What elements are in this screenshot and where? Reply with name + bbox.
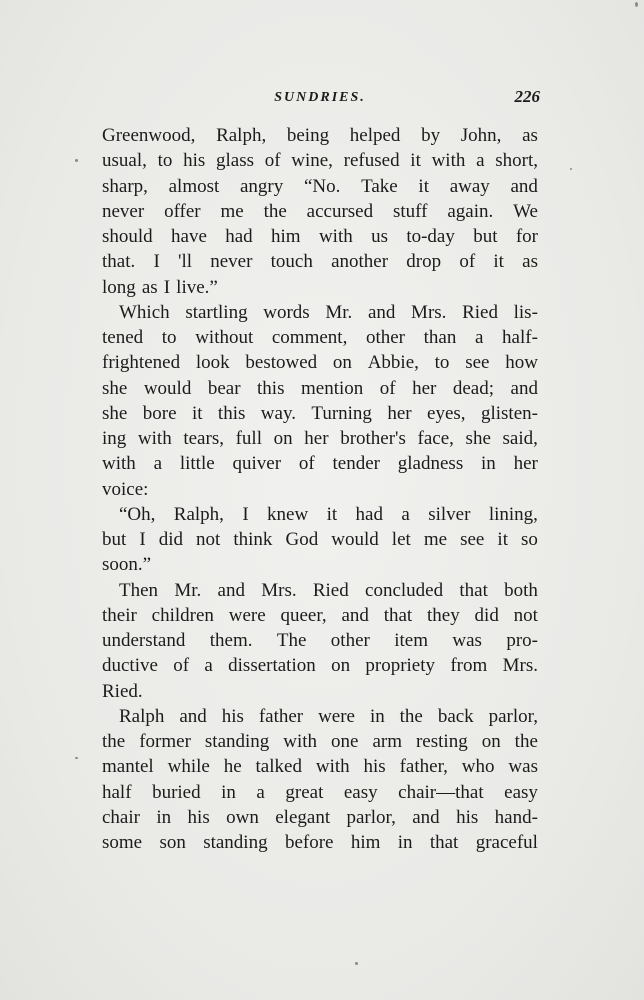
text-line: she would bear this mention of her dead; and xyxy=(102,377,538,399)
text-line: soon.” xyxy=(102,554,152,576)
text-line: Which startling words Mr. and Mrs. Ried lis- xyxy=(119,301,538,323)
text-line: voice: xyxy=(102,478,149,500)
text-line: ductive of a dissertation on propriety from Mrs. xyxy=(102,655,538,677)
text-line: should have had him with us to-day but for xyxy=(102,226,538,247)
text-line: Greenwood, Ralph, being helped by John, as xyxy=(102,125,538,146)
text-line: frightened look bestowed on Abbie, to see how xyxy=(102,352,538,374)
text-line: never offer me the accursed stuff again. We xyxy=(102,200,538,222)
text-line: long as I live.” xyxy=(102,276,218,298)
text-line: Ralph and his father were in the back parlor, xyxy=(119,705,538,727)
scan-speck xyxy=(355,962,358,965)
body-text xyxy=(102,123,538,855)
text-line: chair in his own elegant parlor, and his hand- xyxy=(102,806,538,828)
scan-speck xyxy=(75,757,78,759)
text-line: but I did not think God would let me see it so xyxy=(102,529,538,550)
text-line: understand them. The other item was pro- xyxy=(102,630,538,651)
text-line: Ried. xyxy=(102,680,143,702)
text-line: their children were queer, and that they did not xyxy=(102,604,538,626)
text-line: with a little quiver of tender gladness in her xyxy=(102,453,538,475)
text-line: tened to without comment, other than a half- xyxy=(102,327,538,348)
text-line: ing with tears, full on her brother's face, she said, xyxy=(102,428,538,449)
scan-speck xyxy=(570,168,572,170)
text-line: mantel while he talked with his father, who was xyxy=(102,756,538,778)
scan-speck xyxy=(635,2,638,7)
running-title: SUNDRIES. xyxy=(274,90,366,105)
text-line: half buried in a great easy chair—that easy xyxy=(102,781,538,803)
text-line: some son standing before him in that graceful xyxy=(102,832,538,853)
page-header xyxy=(100,87,540,111)
text-line: the former standing with one arm resting on the xyxy=(102,731,538,752)
page-number: 226 xyxy=(514,87,540,106)
text-line: that. I 'll never touch another drop of it as xyxy=(102,251,538,273)
text-line: “Oh, Ralph, I knew it had a silver lining, xyxy=(119,503,538,525)
text-line: she bore it this way. Turning her eyes, glisten- xyxy=(102,402,538,424)
text-line: Then Mr. and Mrs. Ried concluded that both xyxy=(119,579,538,601)
text-line: usual, to his glass of wine, refused it with a short, xyxy=(102,150,538,172)
scan-speck xyxy=(75,159,78,162)
text-line: sharp, almost angry “No. Take it away and xyxy=(102,175,538,197)
